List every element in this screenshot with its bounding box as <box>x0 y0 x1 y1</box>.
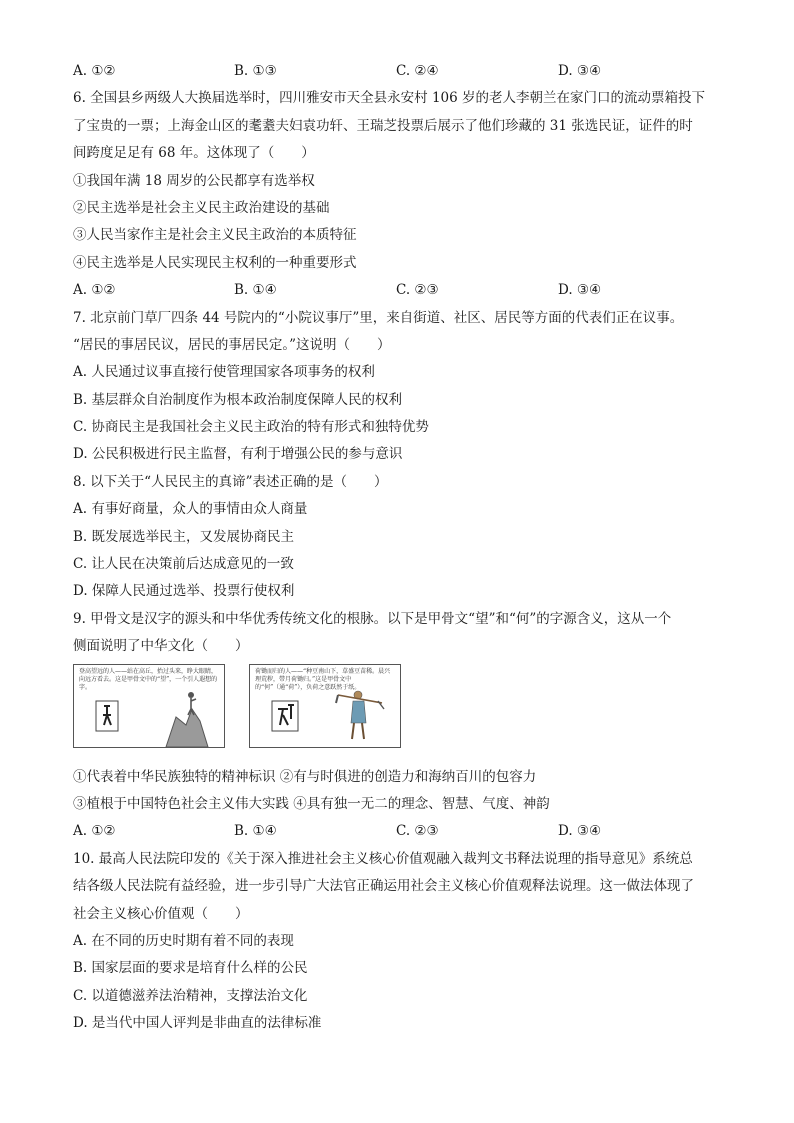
q9-option-c[interactable]: C. ②③ <box>396 823 439 840</box>
q9-option-b[interactable]: B. ①④ <box>234 823 277 840</box>
q5-option-b[interactable]: B. ①③ <box>234 63 277 79</box>
q6-option-a[interactable]: A. ①② <box>73 282 116 299</box>
q6-statement-3: ③人民当家作主是社会主义民主政治的本质特征 <box>73 227 357 244</box>
q6-stem-line-1: 6. 全国县乡两级人大换届选举时，四川雅安市天全县永安村 106 岁的老人李朝兰在家门口的流动票箱投下 <box>73 90 706 107</box>
q6-stem-line-3: 间跨度足足有 68 年。这体现了（ ） <box>73 145 315 162</box>
q7-option-a[interactable]: A. 人民通过议事直接行使管理国家各项事务的权利 <box>73 364 375 381</box>
question-8 <box>73 469 721 606</box>
q8-option-a[interactable]: A. 有事好商量，众人的事情由众人商量 <box>73 501 308 518</box>
q7-option-b[interactable]: B. 基层群众自治制度作为根本政治制度保障人民的权利 <box>73 391 403 408</box>
q10-stem-line-1: 10. 最高人民法院印发的《关于深入推进社会主义核心价值观融入裁判文书释法说理的指导意见》系统总 <box>73 850 693 867</box>
q6-option-c[interactable]: C. ②③ <box>396 282 439 299</box>
q6-statement-4: ④民主选举是人民实现民主权利的一种重要形式 <box>73 254 357 271</box>
q5-options <box>73 58 721 85</box>
q10-stem-line-3: 社会主义核心价值观（ ） <box>73 905 249 922</box>
q5-option-a[interactable]: A. ①② <box>73 63 116 79</box>
q8-stem-line-1: 8. 以下关于“人民民主的真谛”表述正确的是（ ） <box>73 473 388 490</box>
oracle-wang-caption: 登高望远的人——站在高丘，抬过头来，睁大眼睛，向远方看去。这是甲骨文中的“望”，一个引人遐想的字。 <box>79 667 218 691</box>
oracle-he-figure <box>249 664 401 748</box>
oracle-he-caption: 荷锄而归的人——“种豆南山下，草盛豆苗稀。晨兴理荒秽，带月荷锄归。”这是甲骨文中的“何”（通“荷”），负荷之意跃然于纸。 <box>255 667 391 691</box>
q10-stem-line-2: 结各级人民法院有益经验，进一步引导广大法官正确运用社会主义核心价值观释法说理。这一做法体现了 <box>73 878 694 895</box>
q9-stem-line-2: 侧面说明了中华文化（ ） <box>73 638 249 655</box>
q8-option-d[interactable]: D. 保障人民通过选举、投票行使权利 <box>73 583 295 600</box>
q10-option-a[interactable]: A. 在不同的历史时期有着不同的表现 <box>73 932 294 949</box>
q9-figures <box>73 664 721 758</box>
q8-option-b[interactable]: B. 既发展选举民主，又发展协商民主 <box>73 528 295 545</box>
question-6 <box>73 85 721 304</box>
q7-option-c[interactable]: C. 协商民主是我国社会主义民主政治的特有形式和独特优势 <box>73 419 429 436</box>
q6-statement-2: ②民主选举是社会主义民主政治建设的基础 <box>73 199 330 216</box>
question-10 <box>73 846 721 1038</box>
q6-stem-line-2: 了宝贵的一票；上海金山区的耄耋夫妇袁功轩、王瑞芝投票后展示了他们珍藏的 31 张选民证，证件的时 <box>73 117 693 134</box>
q9-statements-line-1: ①代表着中华民族独特的精神标识 ②有与时俱进的创造力和海纳百川的包容力 <box>73 768 537 785</box>
q7-stem-line-2: “居民的事居民议，居民的事居民定。”这说明（ ） <box>73 336 391 353</box>
q10-option-b[interactable]: B. 国家层面的要求是培育什么样的公民 <box>73 960 308 977</box>
question-7 <box>73 305 721 469</box>
q6-option-d[interactable]: D. ③④ <box>558 282 602 299</box>
q9-statements-line-2: ③植根于中国特色社会主义伟大实践 ④具有独一无二的理念、智慧、气度、神韵 <box>73 795 550 812</box>
q10-option-c[interactable]: C. 以道德滋养法治精神，支撑法治文化 <box>73 987 308 1004</box>
q7-stem-line-1: 7. 北京前门草厂四条 44 号院内的“小院议事厅”里，来自街道、社区、居民等方面的代表们正在议事。 <box>73 309 684 326</box>
exam-page <box>73 58 721 1038</box>
oracle-wang-figure <box>73 664 225 748</box>
q9-option-d[interactable]: D. ③④ <box>558 823 602 840</box>
q9-option-a[interactable]: A. ①② <box>73 823 116 840</box>
q10-option-d[interactable]: D. 是当代中国人评判是非曲直的法律标准 <box>73 1015 322 1032</box>
q9-stem-line-1: 9. 甲骨文是汉字的源头和中华优秀传统文化的根脉。以下是甲骨文“望”和“何”的字源含义，这从一个 <box>73 610 672 627</box>
q7-option-d[interactable]: D. 公民积极进行民主监督，有利于增强公民的参与意识 <box>73 446 403 463</box>
q9-options <box>73 818 721 845</box>
q6-options <box>73 277 721 304</box>
question-9 <box>73 606 721 846</box>
q6-option-b[interactable]: B. ①④ <box>234 282 277 299</box>
q8-option-c[interactable]: C. 让人民在决策前后达成意见的一致 <box>73 556 294 573</box>
q5-option-c[interactable]: C. ②④ <box>396 63 439 79</box>
q5-option-d[interactable]: D. ③④ <box>558 63 602 79</box>
q6-statement-1: ①我国年满 18 周岁的公民都享有选举权 <box>73 172 315 189</box>
